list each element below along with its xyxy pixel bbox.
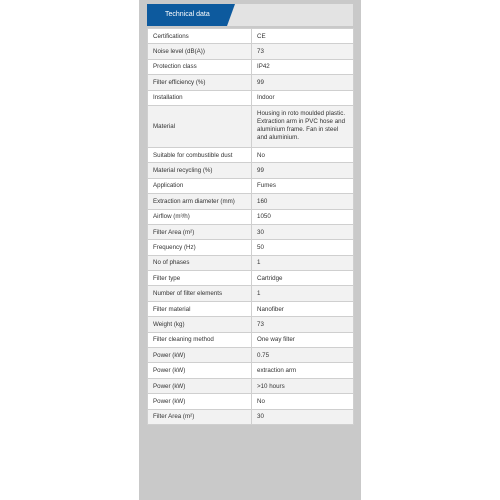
row-key: Filter cleaning method xyxy=(148,332,252,347)
row-value: 1 xyxy=(252,255,354,270)
row-key: Suitable for combustible dust xyxy=(148,147,252,162)
row-value: 73 xyxy=(252,44,354,59)
table-row xyxy=(148,147,354,162)
row-value: Nanofiber xyxy=(252,301,354,316)
technical-data-panel xyxy=(139,0,361,500)
table-row xyxy=(148,378,354,393)
table-row xyxy=(148,105,354,147)
row-key: Filter type xyxy=(148,271,252,286)
table-row xyxy=(148,255,354,270)
row-key: Airflow (m³/h) xyxy=(148,209,252,224)
row-key: No of phases xyxy=(148,255,252,270)
row-key: Power (kW) xyxy=(148,378,252,393)
table-row xyxy=(148,394,354,409)
row-key: Power (kW) xyxy=(148,394,252,409)
row-value: No xyxy=(252,394,354,409)
tab-technical-data[interactable]: Technical data xyxy=(147,4,227,26)
table-row xyxy=(148,75,354,90)
table-row xyxy=(148,90,354,105)
table-row xyxy=(148,178,354,193)
row-value: 99 xyxy=(252,163,354,178)
table-row xyxy=(148,271,354,286)
table-row xyxy=(148,332,354,347)
row-value: Indoor xyxy=(252,90,354,105)
row-value: 30 xyxy=(252,224,354,239)
row-key: Filter material xyxy=(148,301,252,316)
row-value: extraction arm xyxy=(252,363,354,378)
row-key: Power (kW) xyxy=(148,363,252,378)
table-row xyxy=(148,409,354,424)
row-key: Number of filter elements xyxy=(148,286,252,301)
row-value: 50 xyxy=(252,240,354,255)
row-key: Power (kW) xyxy=(148,348,252,363)
tab-bar xyxy=(147,4,353,26)
row-key: Protection class xyxy=(148,59,252,74)
table-row xyxy=(148,240,354,255)
row-key: Noise level (dB(A)) xyxy=(148,44,252,59)
row-key: Certifications xyxy=(148,29,252,44)
table-row xyxy=(148,209,354,224)
table-row xyxy=(148,348,354,363)
table-row xyxy=(148,286,354,301)
row-value: 30 xyxy=(252,409,354,424)
row-key: Filter Area (m²) xyxy=(148,409,252,424)
table-row xyxy=(148,163,354,178)
table-row xyxy=(148,29,354,44)
table-row xyxy=(148,301,354,316)
row-key: Weight (kg) xyxy=(148,317,252,332)
row-key: Application xyxy=(148,178,252,193)
row-value: 160 xyxy=(252,194,354,209)
row-value: 0.75 xyxy=(252,348,354,363)
row-value: IP42 xyxy=(252,59,354,74)
row-value: CE xyxy=(252,29,354,44)
row-value: Housing in roto moulded plastic. Extraction arm in PVC hose and aluminium frame. Fan in steel and aluminium. xyxy=(252,105,354,147)
tab-slant-decoration xyxy=(227,4,235,26)
table-row xyxy=(148,59,354,74)
row-key: Material xyxy=(148,105,252,147)
technical-data-table xyxy=(147,28,354,425)
row-key: Filter efficiency (%) xyxy=(148,75,252,90)
row-key: Frequency (Hz) xyxy=(148,240,252,255)
row-value: >10 hours xyxy=(252,378,354,393)
row-key: Extraction arm diameter (mm) xyxy=(148,194,252,209)
row-value: 1050 xyxy=(252,209,354,224)
row-value: Fumes xyxy=(252,178,354,193)
table-row xyxy=(148,44,354,59)
row-value: 99 xyxy=(252,75,354,90)
row-key: Filter Area (m²) xyxy=(148,224,252,239)
table-row xyxy=(148,194,354,209)
row-value: 73 xyxy=(252,317,354,332)
row-value: One way filter xyxy=(252,332,354,347)
row-value: Cartridge xyxy=(252,271,354,286)
row-key: Material recycling (%) xyxy=(148,163,252,178)
table-row xyxy=(148,317,354,332)
row-key: Installation xyxy=(148,90,252,105)
table-row xyxy=(148,224,354,239)
row-value: 1 xyxy=(252,286,354,301)
row-value: No xyxy=(252,147,354,162)
table-row xyxy=(148,363,354,378)
